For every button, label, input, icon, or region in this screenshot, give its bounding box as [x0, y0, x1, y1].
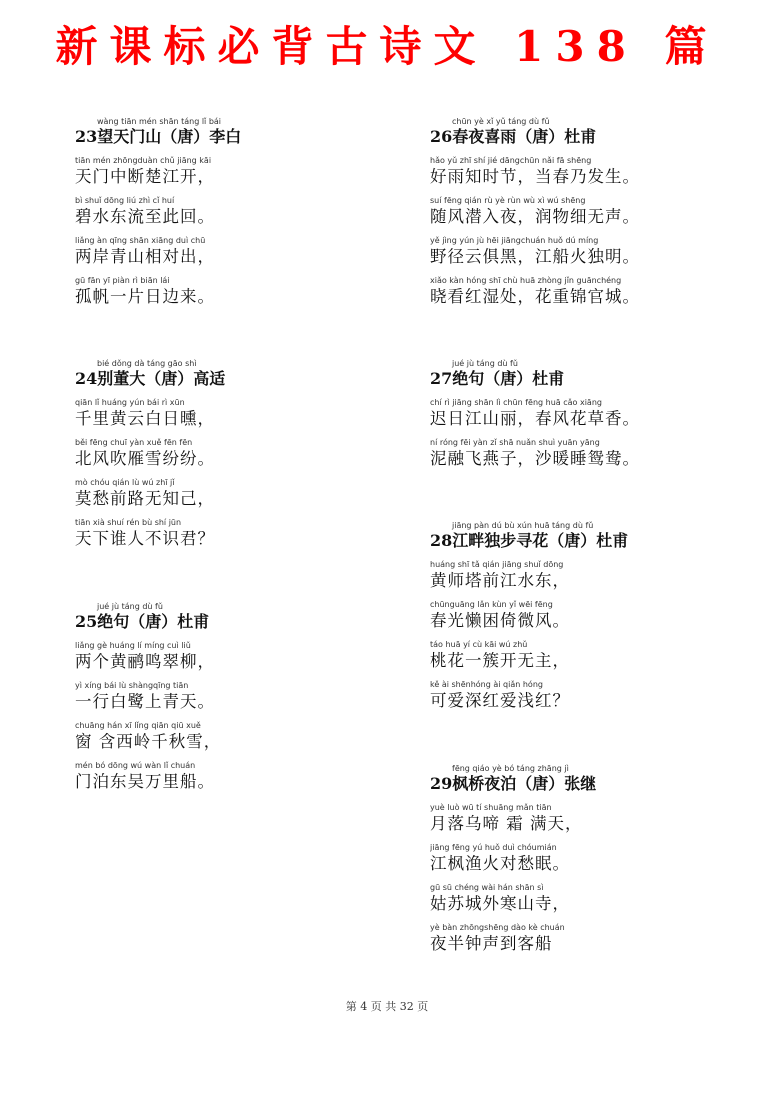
poem-line: 窗 含西岭千秋雪，: [75, 732, 222, 751]
poem-line: 夜半钟声到客船: [430, 934, 553, 953]
poem-title: 26春夜喜雨（唐）杜甫: [430, 127, 597, 146]
poem-line: 两个黄鹂鸣翠柳，: [75, 652, 215, 671]
poem-line: 门泊东吴万里船。: [75, 772, 215, 791]
poem-title: 28江畔独步寻花（唐）杜甫: [430, 531, 629, 550]
line-pinyin: qiān lǐ huáng yún bái rì xūn: [75, 398, 185, 407]
poem-line: 桃花一簇开无主，: [430, 651, 570, 670]
poem-line: 黄师塔前江水东，: [430, 571, 570, 590]
line-pinyin: yè bàn zhōngshēng dào kè chuán: [430, 923, 565, 932]
poem-line: 天门中断楚江开，: [75, 167, 215, 186]
poem-line: 天下谁人不识君？: [75, 529, 215, 548]
poem-25: [75, 601, 221, 792]
line-pinyin: tiān mén zhōngduàn chǔ jiāng kāi: [75, 156, 212, 165]
line-pinyin: mén bó dōng wú wàn lǐ chuán: [75, 761, 196, 770]
poem-line: 孤帆一片日边来。: [75, 287, 215, 306]
line-pinyin: suí fēng qián rù yè rùn wù xì wú shēng: [430, 196, 586, 205]
poem-line: 千里黄云白日曛，: [75, 409, 215, 428]
line-pinyin: táo huā yí cù kāi wú zhǔ: [430, 640, 528, 649]
line-pinyin: ní róng fēi yàn zǐ shā nuǎn shuì yuān yāng: [430, 438, 600, 447]
line-pinyin: chūnguāng lǎn kùn yǐ wēi fēng: [430, 600, 553, 609]
title-pinyin: bié dǒng dà táng gāo shì: [97, 359, 197, 368]
poem-28: [430, 520, 628, 711]
line-pinyin: běi fēng chuī yàn xuě fēn fēn: [75, 438, 193, 447]
poem-line: 好雨知时节，当春乃发生。: [430, 167, 640, 186]
line-pinyin: bì shuǐ dōng liú zhì cǐ huí: [75, 196, 175, 205]
poem-24: [75, 358, 225, 549]
page-number: 第 4 页 共 32 页: [345, 1000, 429, 1013]
title-pinyin: chūn yè xǐ yǔ táng dù fǔ: [452, 117, 550, 126]
poem-26: [430, 116, 640, 307]
poem-line: 随风潜入夜，润物细无声。: [430, 207, 640, 226]
poem-line: 莫愁前路无知己，: [75, 489, 215, 508]
poem-line: 泥融飞燕子，沙暖睡鸳鸯。: [430, 449, 640, 468]
poem-line: 野径云俱黑，江船火独明。: [430, 247, 640, 266]
line-pinyin: mò chóu qián lù wú zhī jǐ: [75, 478, 175, 487]
poem-line: 碧水东流至此回。: [75, 207, 215, 226]
poem-line: 春光懒困倚微风。: [430, 611, 570, 630]
poem-line: 姑苏城外寒山寺，: [430, 894, 570, 913]
poem-title: 27绝句（唐）杜甫: [430, 369, 565, 388]
title-pinyin: jiāng pàn dú bù xún huā táng dù fǔ: [452, 521, 594, 530]
poem-line: 迟日江山丽，春风花草香。: [430, 409, 640, 428]
line-pinyin: gū sū chéng wài hán shān sì: [430, 883, 544, 892]
line-pinyin: kě ài shēnhóng ài qiǎn hóng: [430, 680, 543, 689]
poem-line: 两岸青山相对出，: [75, 247, 215, 266]
title-pinyin: fēng qiáo yè bó táng zhāng jì: [452, 764, 569, 773]
line-pinyin: chuāng hán xī lǐng qiān qiū xuě: [75, 721, 201, 730]
title-pinyin: wàng tiān mén shān táng lǐ bái: [97, 117, 222, 126]
title-pinyin: jué jù táng dù fǔ: [452, 359, 518, 368]
poem-line: 江枫渔火对愁眠。: [430, 854, 570, 873]
line-pinyin: tiān xià shuí rén bù shí jūn: [75, 518, 182, 527]
poem-title: 29枫桥夜泊（唐）张继: [430, 774, 597, 793]
poem-title: 23望天门山（唐）李白: [75, 127, 242, 146]
line-pinyin: liǎng gè huáng lí míng cuì liǔ: [75, 641, 191, 650]
line-pinyin: huáng shī tǎ qián jiāng shuǐ dōng: [430, 560, 564, 569]
line-pinyin: yuè luò wū tí shuāng mǎn tiān: [430, 803, 552, 812]
poem-line: 北风吹雁雪纷纷。: [75, 449, 215, 468]
line-pinyin: yě jìng yún jù hēi jiāngchuán huǒ dú míng: [430, 236, 599, 245]
line-pinyin: chí rì jiāng shān lì chūn fēng huā cǎo xiāng: [430, 398, 602, 407]
poem-line: 一行白鹭上青天。: [75, 692, 215, 711]
line-pinyin: jiāng fēng yú huǒ duì chóumián: [430, 843, 557, 852]
poem-title: 25绝句（唐）杜甫: [75, 612, 210, 631]
title-pinyin: jué jù táng dù fǔ: [97, 602, 163, 611]
poem-29: [430, 763, 596, 954]
line-pinyin: liǎng àn qīng shān xiāng duì chū: [75, 236, 206, 245]
poem-27: [430, 358, 640, 469]
poem-line: 可爱深红爱浅红？: [430, 691, 570, 710]
poem-23: [75, 116, 241, 307]
poem-line: 月落乌啼 霜 满天，: [430, 814, 583, 833]
line-pinyin: gū fān yī piàn rì biān lái: [75, 276, 170, 285]
line-pinyin: yì xíng bái lù shàngqīng tiān: [75, 681, 189, 690]
line-pinyin: hǎo yǔ zhī shí jié dāngchūn nǎi fā shēng: [430, 156, 592, 165]
poem-title: 24别董大（唐）高适: [75, 369, 226, 388]
poem-line: 晓看红湿处，花重锦官城。: [430, 287, 640, 306]
page-title: 新课标必背古诗文 138 篇: [55, 22, 719, 71]
line-pinyin: xiǎo kàn hóng shī chù huā zhòng jǐn guānchéng: [430, 276, 622, 285]
